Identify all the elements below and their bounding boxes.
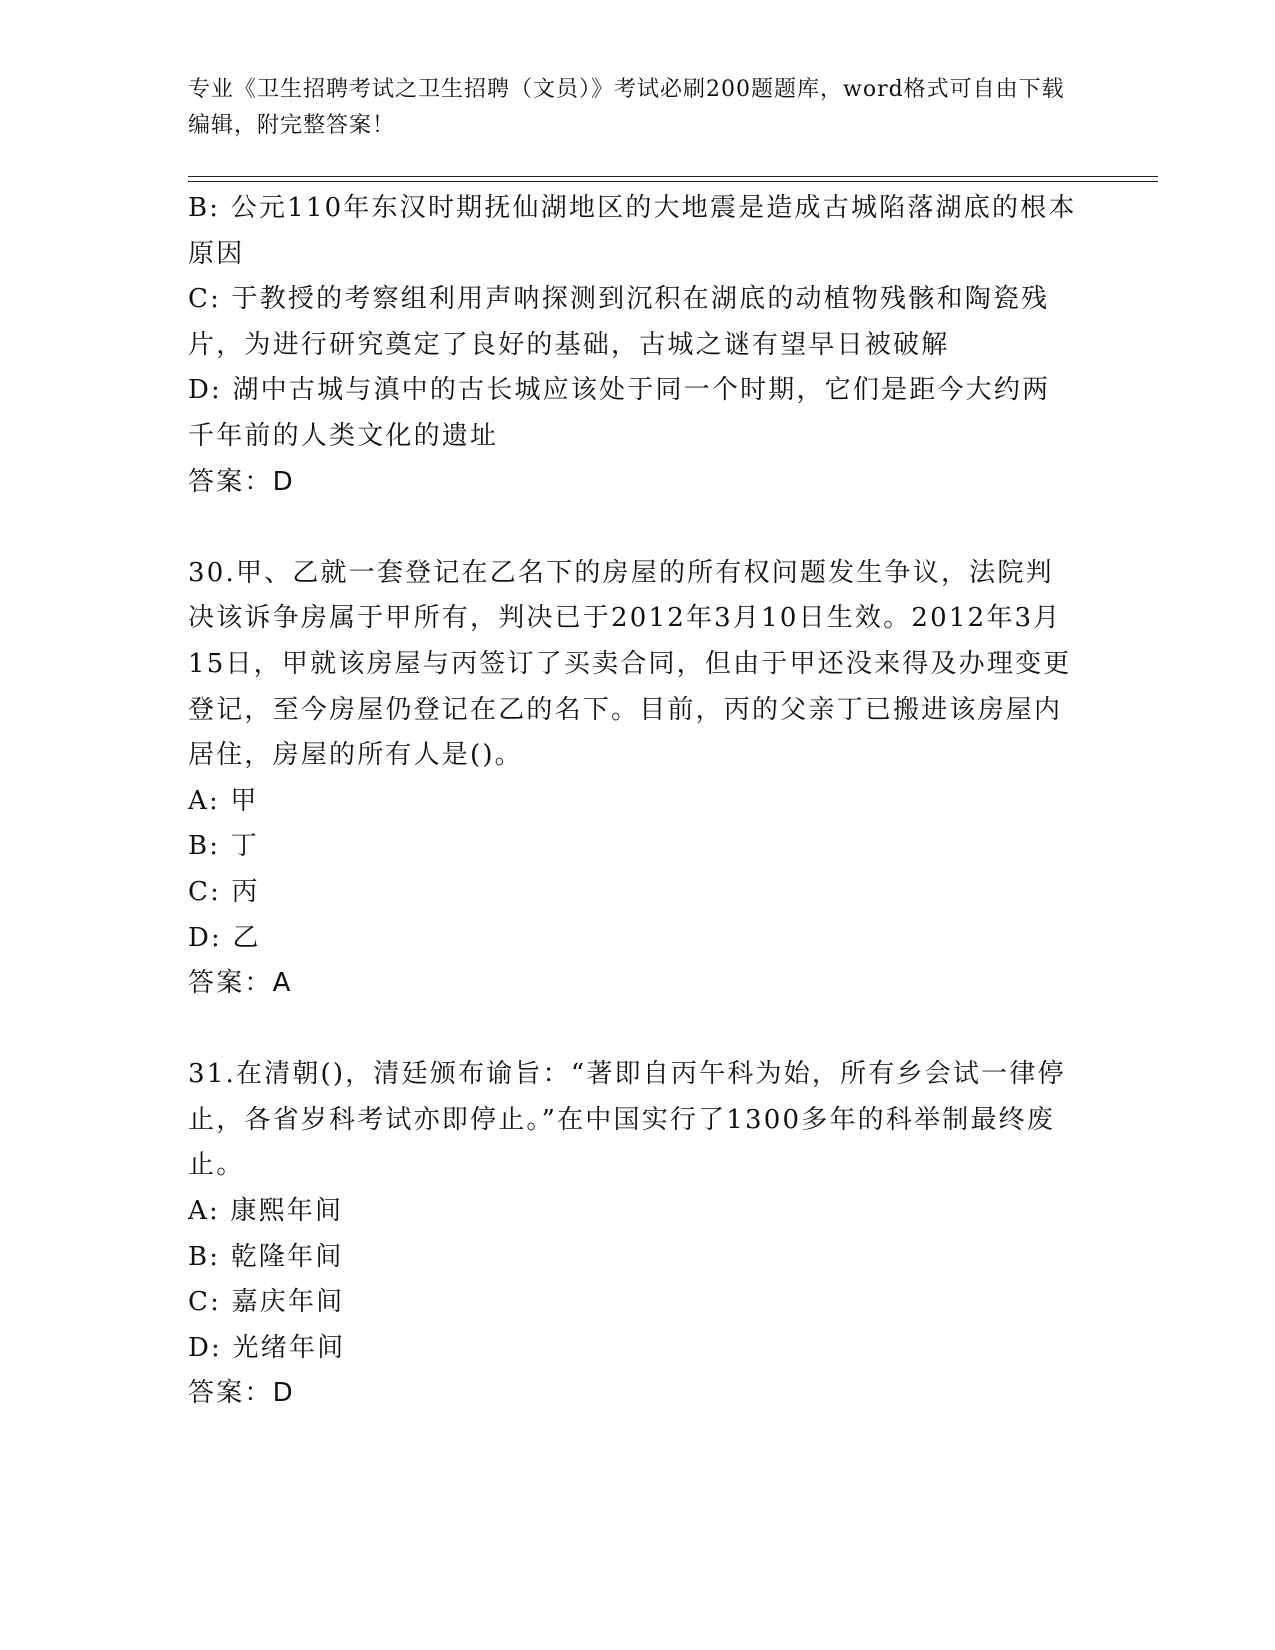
option-d: D: 乙: [188, 922, 261, 953]
option-b: B: 丁: [188, 831, 259, 862]
option-b: B: 乾隆年间: [188, 1241, 344, 1272]
option-c: C: 于教授的考察组利用声呐探测到沉积在湖底的动植物残骸和陶瓷残片，为进行研究奠定了良好的基础，古城之谜有望早日被破解: [188, 284, 1050, 360]
question-29-continued: [188, 186, 1078, 505]
document-body: [188, 186, 1078, 1417]
header-title: 专业《卫生招聘考试之卫生招聘（文员）》考试必刷200题题库，word格式可自由下载编辑，附完整答案！: [188, 77, 1065, 138]
header-divider-bottom: [188, 181, 1158, 182]
option-d: D: 湖中古城与滇中的古长城应该处于同一个时期，它们是距今大约两千年前的人类文化的遗址: [188, 375, 1051, 451]
option-a: A: 甲: [188, 785, 259, 816]
option-c: C: 丙: [188, 876, 260, 907]
question-stem: 31.在清朝()，清廷颁布谕旨：“著即自丙午科为始，所有乡会试一律停止，各省岁科考试亦即停止。”在中国实行了1300多年的科举制最终废止。: [188, 1059, 1066, 1181]
option-c: C: 嘉庆年间: [188, 1287, 345, 1318]
option-d: D: 光绪年间: [188, 1332, 346, 1363]
answer: 答案：D: [188, 466, 295, 497]
question-30: [188, 551, 1078, 1007]
question-31: [188, 1052, 1078, 1417]
answer: 答案：A: [188, 968, 293, 999]
spacer: [188, 505, 1078, 551]
answer: 答案：D: [188, 1378, 295, 1409]
document-header: [188, 72, 1068, 144]
header-divider-top: [188, 176, 1158, 177]
option-a: A: 康熙年间: [188, 1196, 344, 1227]
option-b: B: 公元110年东汉时期抚仙湖地区的大地震是造成古城陷落湖底的根本原因: [188, 193, 1077, 269]
spacer: [188, 1007, 1078, 1053]
question-stem: 30.甲、乙就一套登记在乙名下的房屋的所有权问题发生争议，法院判决该诉争房属于甲所有，判决已于2012年3月10日生效。2012年3月15日，甲就该房屋与丙签订了买卖合同，但由于甲还没来得及办理变更登记，至今房屋仍登记在乙的名下。目前，丙的父亲丁已搬进该房屋内居住，房屋的所有人是()。: [188, 557, 1072, 771]
